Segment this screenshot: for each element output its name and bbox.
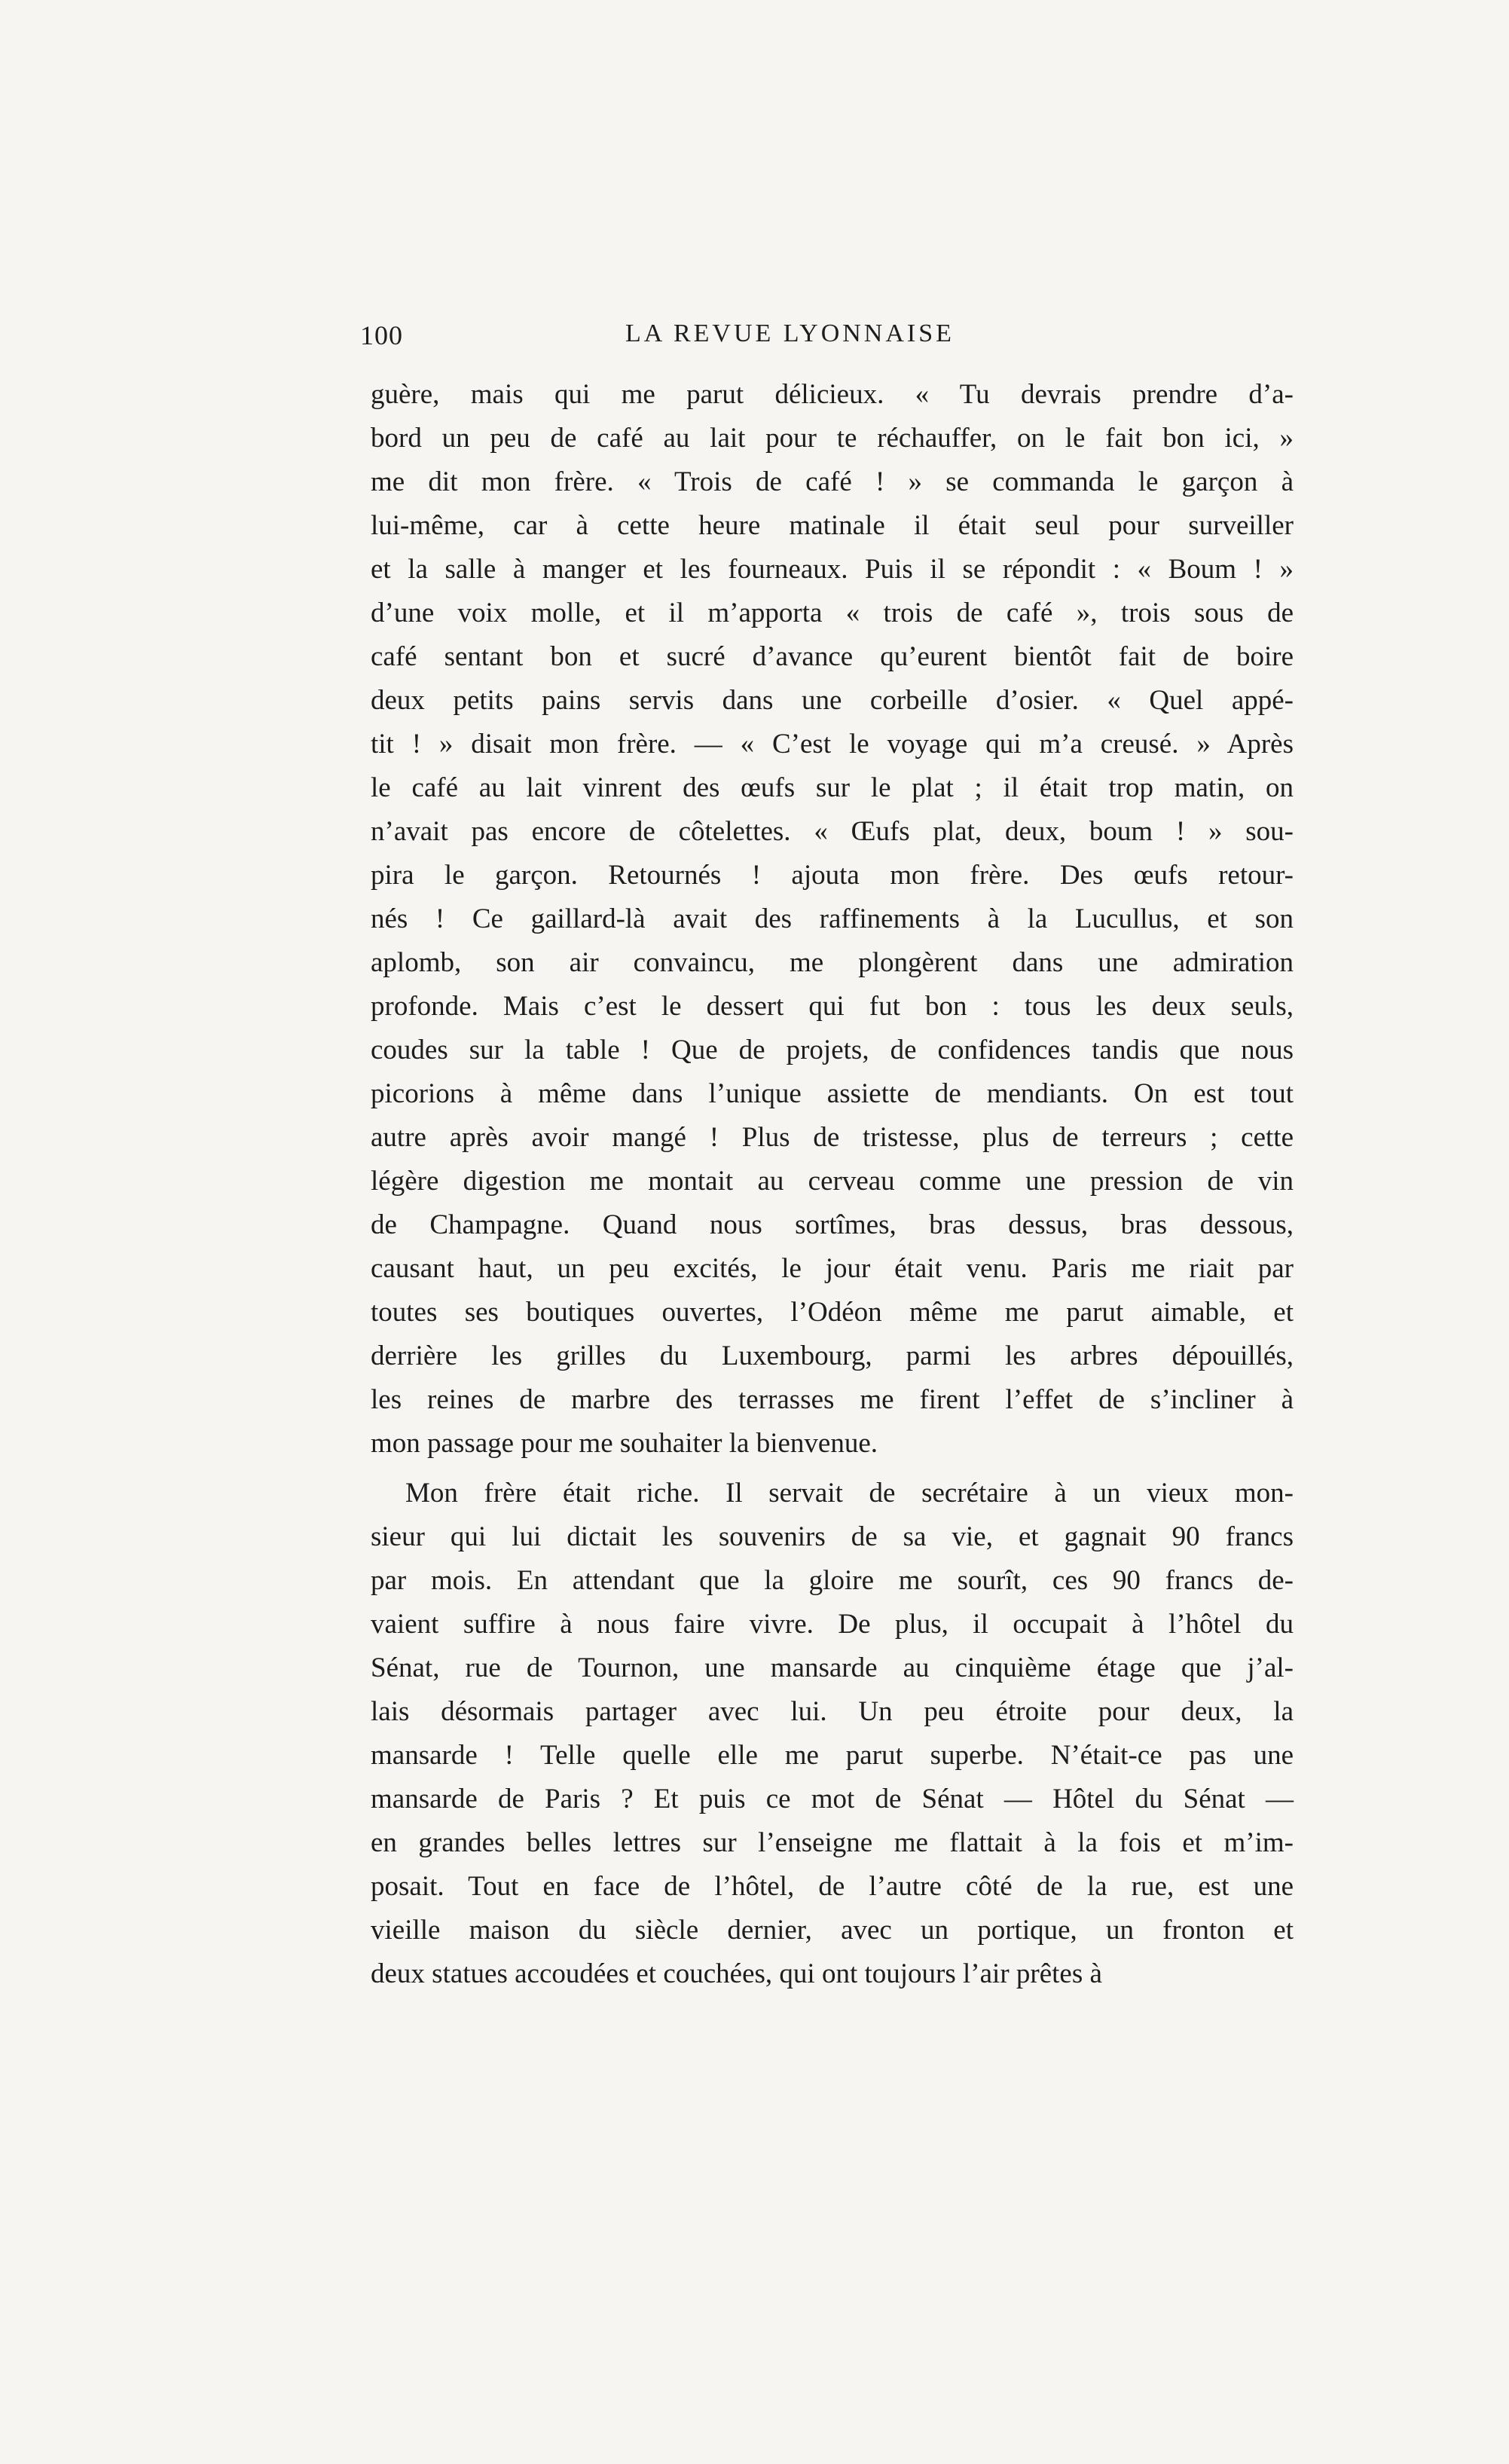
text-line: d’une voix molle, et il m’apporta « trois de café », trois sous de: [371, 598, 1294, 628]
text-line: vaient suffire à nous faire vivre. De plus, il occupait à l’hôtel du: [371, 1609, 1294, 1640]
text-line: le café au lait vinrent des œufs sur le plat ; il était trop matin, on: [371, 772, 1294, 803]
text-line: me dit mon frère. « Trois de café ! » se commanda le garçon à: [371, 466, 1294, 497]
paragraph-2: [371, 1472, 1294, 1996]
text-line: Mon frère était riche. Il servait de secrétaire à un vieux mon-: [405, 1478, 1294, 1509]
text-line: vieille maison du siècle dernier, avec un portique, un fronton et: [371, 1915, 1294, 1946]
text-line: profonde. Mais c’est le dessert qui fut bon : tous les deux seuls,: [371, 991, 1294, 1022]
text-line: deux statues accoudées et couchées, qui ont toujours l’air prêtes à: [371, 1958, 1102, 1989]
paragraph-gap: [371, 1466, 1294, 1472]
text-line: légère digestion me montait au cerveau comme une pression de vin: [371, 1166, 1294, 1197]
text-line: pira le garçon. Retournés ! ajouta mon frère. Des œufs retour-: [371, 860, 1294, 891]
text-line: mansarde de Paris ? Et puis ce mot de Sénat — Hôtel du Sénat —: [371, 1784, 1294, 1814]
text-line: derrière les grilles du Luxembourg, parmi les arbres dépouillés,: [371, 1341, 1294, 1371]
text-line: lui-même, car à cette heure matinale il était seul pour surveiller: [371, 510, 1294, 541]
text-line: causant haut, un peu excités, le jour était venu. Paris me riait par: [371, 1253, 1294, 1284]
running-title: LA REVUE LYONNAISE: [625, 319, 955, 347]
text-line: en grandes belles lettres sur l’enseigne me flattait à la fois et m’im-: [371, 1827, 1294, 1858]
text-line: autre après avoir mangé ! Plus de tristesse, plus de terreurs ; cette: [371, 1122, 1294, 1153]
text-line: tit ! » disait mon frère. — « C’est le voyage qui m’a creusé. » Après: [371, 729, 1294, 760]
text-line: de Champagne. Quand nous sortîmes, bras dessus, bras dessous,: [371, 1209, 1294, 1240]
text-line: café sentant bon et sucré d’avance qu’eurent bientôt fait de boire: [371, 641, 1294, 672]
body-text: [371, 373, 1294, 1996]
text-line: mansarde ! Telle quelle elle me parut superbe. N’était-ce pas une: [371, 1740, 1294, 1771]
text-line: aplomb, son air convaincu, me plongèrent dans une admiration: [371, 947, 1294, 978]
text-line: guère, mais qui me parut délicieux. « Tu devrais prendre d’a-: [371, 379, 1294, 410]
text-line: les reines de marbre des terrasses me firent l’effet de s’incliner à: [371, 1384, 1294, 1415]
text-line: deux petits pains servis dans une corbeille d’osier. « Quel appé-: [371, 685, 1294, 716]
text-line: bord un peu de café au lait pour te réchauffer, on le fait bon ici, »: [371, 423, 1294, 454]
text-line: lais désormais partager avec lui. Un peu étroite pour deux, la: [371, 1696, 1294, 1727]
page-number: 100: [360, 320, 403, 350]
text-line: picorions à même dans l’unique assiette de mendiants. On est tout: [371, 1078, 1294, 1109]
text-line: nés ! Ce gaillard-là avait des raffinements à la Lucullus, et son: [371, 903, 1294, 934]
page-header: [360, 319, 1294, 365]
text-line: par mois. En attendant que la gloire me sourît, ces 90 francs de-: [371, 1565, 1294, 1596]
text-line: mon passage pour me souhaiter la bienvenue.: [371, 1428, 878, 1459]
text-line: coudes sur la table ! Que de projets, de confidences tandis que nous: [371, 1035, 1294, 1065]
text-line: toutes ses boutiques ouvertes, l’Odéon même me parut aimable, et: [371, 1297, 1294, 1328]
text-line: posait. Tout en face de l’hôtel, de l’autre côté de la rue, est une: [371, 1871, 1294, 1902]
text-line: n’avait pas encore de côtelettes. « Œufs plat, deux, boum ! » sou-: [371, 816, 1294, 847]
text-line: sieur qui lui dictait les souvenirs de sa vie, et gagnait 90 francs: [371, 1521, 1294, 1552]
text-line: et la salle à manger et les fourneaux. Puis il se répondit : « Boum ! »: [371, 554, 1294, 585]
paragraph-1: [371, 373, 1294, 1466]
text-line: Sénat, rue de Tournon, une mansarde au cinquième étage que j’al-: [371, 1652, 1294, 1683]
